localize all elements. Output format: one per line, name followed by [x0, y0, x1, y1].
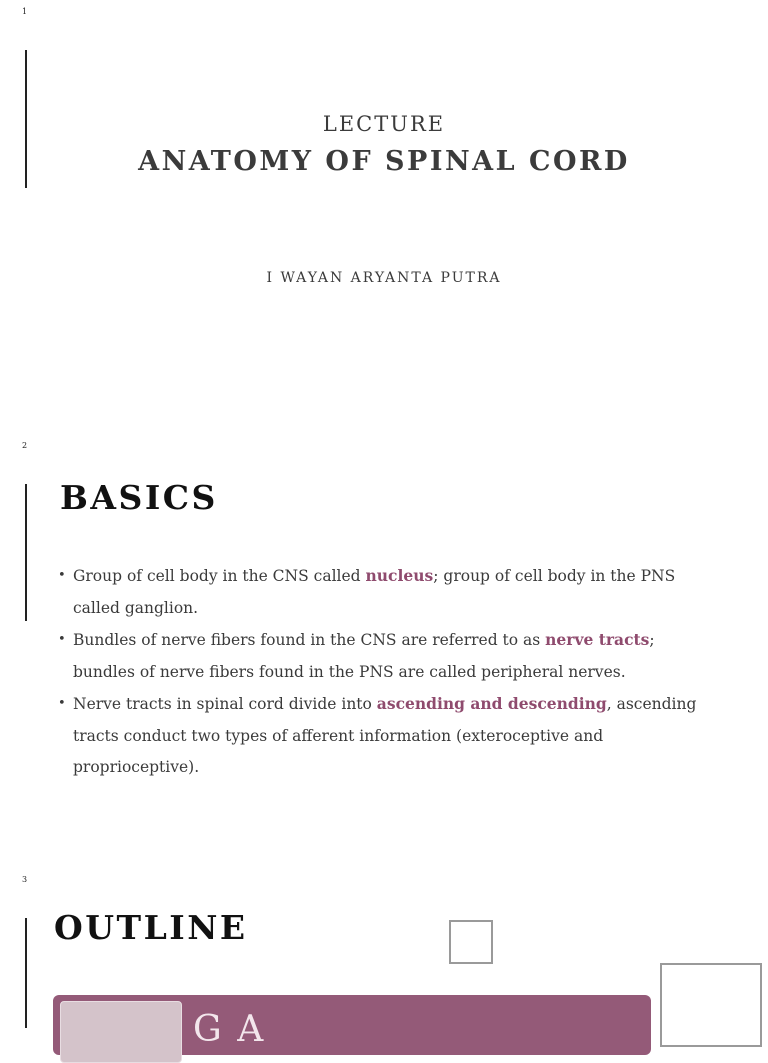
highlight-term: ascending and descending: [376, 694, 607, 713]
bullet-text: ; group of cell body in the PNS called ganglion.: [73, 567, 676, 617]
bullet-text: Group of cell body in the CNS called: [73, 567, 366, 585]
slide-number: 2: [22, 441, 28, 450]
slide-accent-bar: [25, 484, 27, 621]
bullet-text: Nerve tracts in spinal cord divide into: [73, 695, 377, 713]
outline-item: [53, 995, 651, 1055]
slide-number: 1: [22, 7, 28, 16]
bullet-text: Bundles of nerve fibers found in the CNS are referred to as: [73, 631, 546, 649]
bullet-dot-icon: •: [58, 568, 66, 583]
slide-1: [0, 0, 768, 433]
slide-title: ANATOMY OF SPINAL CORD: [138, 146, 630, 177]
slide-2: [0, 434, 768, 867]
slide-number: 3: [22, 875, 28, 884]
bullet-item: [56, 688, 716, 784]
slide-accent-bar: [25, 918, 27, 1028]
highlight-term: nucleus: [365, 566, 434, 585]
slide-3: [0, 868, 768, 1050]
bullet-dot-icon: •: [58, 632, 66, 647]
highlight-term: nerve tracts: [545, 630, 650, 649]
lecture-label: LECTURE: [322, 112, 446, 136]
bullet-dot-icon: •: [58, 696, 66, 711]
bullet-text: , ascending tracts conduct two types of afferent information (exteroceptive and proprioceptive).: [73, 695, 697, 776]
placeholder-box: [660, 963, 762, 1047]
bullet-item: [56, 560, 716, 624]
outline-item-tab: [60, 1001, 182, 1063]
bullet-item: [56, 624, 716, 688]
author-name: I WAYAN ARYANTA PUTRA: [266, 270, 502, 286]
bullet-text: ; bundles of nerve fibers found in the PNS are called peripheral nerves.: [73, 631, 655, 681]
bullet-list: [56, 560, 716, 784]
slide-title: BASICS: [60, 478, 218, 517]
outline-item-label: G A: [193, 1009, 266, 1050]
slide-title: OUTLINE: [54, 908, 248, 947]
placeholder-box: [449, 920, 493, 964]
